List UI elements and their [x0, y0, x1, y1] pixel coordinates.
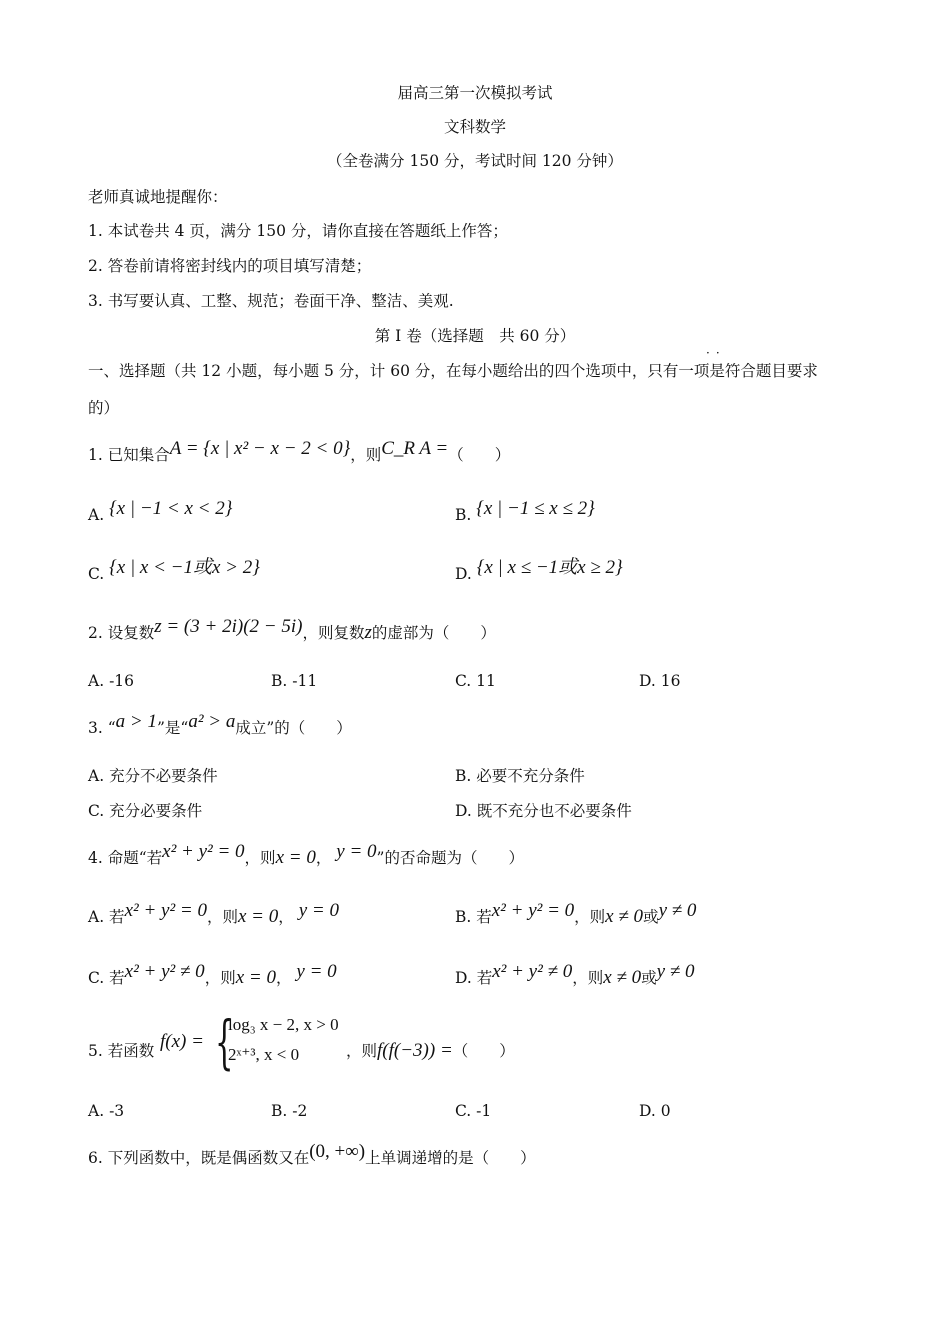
question-stem: ，则复数	[302, 624, 365, 642]
math-formula: y ≠ 0	[658, 900, 697, 921]
option-text: 或	[643, 908, 659, 926]
option-d	[455, 557, 623, 585]
section-instructions-cont: 的）	[88, 399, 120, 417]
section-title: 第 I 卷（选择题 共 60 分）	[374, 327, 576, 345]
math-formula: x = 0	[275, 847, 316, 868]
question-stem: ”的否命题为（ ）	[376, 849, 524, 867]
option-label: C.	[88, 802, 105, 820]
option-label: C.	[455, 1102, 472, 1120]
math-formula: {x | −1 ≤ x ≤ 2}	[476, 498, 595, 519]
question-stem: 5. 若函数	[88, 1042, 155, 1060]
math-formula: z	[364, 622, 372, 643]
question-stem: （ ）	[452, 1042, 515, 1060]
option-label: B.	[455, 767, 472, 785]
option-text: ，则	[204, 969, 236, 987]
option-label: D.	[455, 565, 472, 583]
option-label: D. 若	[455, 969, 493, 987]
option-text: ，	[275, 969, 292, 987]
question-stem: ，则	[346, 1042, 378, 1060]
math-formula: f(f(−3)) =	[377, 1040, 453, 1061]
option-text: ，则	[572, 969, 604, 987]
option-label: A.	[88, 767, 105, 785]
math-formula: C_R A =	[381, 438, 449, 459]
math-formula: x² + y² = 0	[162, 841, 245, 862]
math-formula: a > 1	[115, 711, 157, 732]
exam-subject: 文科数学	[443, 118, 506, 136]
question-stem: 上单调递增的是（ ）	[365, 1149, 536, 1167]
option-text: 11	[476, 672, 496, 690]
question-2	[88, 616, 496, 644]
math-formula: {x | −1 < x < 2}	[109, 498, 233, 519]
question-stem: ”是“	[156, 719, 189, 737]
exam-title: 届高三第一次模拟考试	[397, 84, 553, 102]
option-c	[455, 670, 496, 692]
option-label: B.	[271, 1102, 288, 1120]
option-text: 16	[660, 672, 681, 690]
math-formula: (0, +∞)	[309, 1141, 366, 1162]
option-c	[88, 961, 337, 989]
option-text: ，则	[574, 908, 606, 926]
math-formula: y ≠ 0	[656, 961, 695, 982]
question-stem: ，	[315, 849, 332, 867]
section-instructions: 一、选择题（共 12 小题，每小题 5 分，计 60 分，在每小题给出的四个选项中，只有一项是符合题目要求	[88, 362, 818, 380]
option-b	[455, 765, 585, 787]
question-5	[88, 1040, 154, 1062]
option-c	[88, 800, 202, 822]
option-text: ，	[278, 908, 294, 926]
reminder-heading: 老师真诚地提醒你：	[88, 188, 228, 206]
option-text: 充分不必要条件	[109, 767, 218, 785]
option-label: B. 若	[455, 908, 492, 926]
option-b	[455, 498, 595, 526]
question-stem: 4. 命题“若	[88, 849, 163, 867]
math-formula: y = 0	[336, 841, 377, 862]
option-d	[639, 1100, 671, 1122]
option-label: D.	[455, 802, 472, 820]
math-formula: y = 0	[296, 961, 337, 982]
option-d	[455, 800, 632, 822]
question-stem: 6. 下列函数中，既是偶函数又在	[88, 1149, 310, 1167]
option-text: 充分必要条件	[109, 802, 203, 820]
option-text: ，则	[206, 908, 238, 926]
math-formula: {x | x < −1或x > 2}	[109, 557, 260, 578]
reminder-item: 3. 书写要认真、工整、规范；卷面干净、整洁、美观.	[88, 292, 454, 310]
math-formula: x² + y² = 0	[491, 900, 575, 921]
option-label: A. 若	[88, 908, 125, 926]
option-label: B.	[271, 672, 288, 690]
option-label: D.	[639, 672, 656, 690]
option-label: C. 若	[88, 969, 125, 987]
option-text: -2	[292, 1102, 308, 1120]
option-text: -16	[109, 672, 135, 690]
option-text: 0	[660, 1102, 671, 1120]
exam-info: （全卷满分 150 分，考试时间 120 分钟）	[327, 152, 623, 170]
option-a	[88, 1100, 124, 1122]
math-formula: a² > a	[188, 711, 236, 732]
math-formula: x² + y² ≠ 0	[492, 961, 573, 982]
math-formula: 2ˣ⁺³, x < 0	[228, 1045, 300, 1064]
option-text: 或	[641, 969, 657, 987]
option-d	[455, 961, 695, 989]
reminder-item: 2. 答卷前请将密封线内的项目填写清楚；	[88, 257, 372, 275]
option-b	[271, 1100, 307, 1122]
question-3	[88, 711, 352, 739]
option-label: C.	[455, 672, 472, 690]
option-d	[639, 670, 680, 692]
option-text: -3	[109, 1102, 125, 1120]
option-label: B.	[455, 506, 472, 524]
option-c	[88, 557, 260, 585]
option-a	[88, 765, 218, 787]
question-4	[88, 841, 524, 869]
question-stem: 1. 已知集合	[88, 446, 170, 464]
option-text: 既不充分也不必要条件	[476, 802, 632, 820]
reminder-item: 1. 本试卷共 4 页，满分 150 分，请你直接在答题纸上作答；	[88, 222, 508, 240]
math-formula: x ≠ 0	[603, 967, 642, 988]
option-label: A.	[88, 672, 105, 690]
option-text: 必要不充分条件	[476, 767, 585, 785]
option-label: A.	[88, 506, 105, 524]
option-label: A.	[88, 1102, 105, 1120]
math-formula: A = {x | x² − x − 2 < 0}	[169, 438, 351, 459]
question-stem: 的虚部为（ ）	[371, 624, 496, 642]
option-b	[455, 900, 697, 928]
math-formula: f(x) =	[160, 1031, 204, 1052]
question-stem: （ ）	[448, 446, 511, 464]
math-formula: x = 0	[235, 967, 276, 988]
question-6	[88, 1141, 536, 1169]
question-stem: 2. 设复数	[88, 624, 155, 642]
math-formula: log₃ x − 2, x > 0	[228, 1015, 339, 1034]
emphasis-dots: ··	[706, 346, 726, 360]
option-a	[88, 498, 233, 526]
question-stem: 3. “	[88, 719, 116, 737]
option-label: C.	[88, 565, 105, 583]
math-formula: z = (3 + 2i)(2 − 5i)	[154, 616, 303, 637]
math-formula: x = 0	[237, 906, 279, 927]
question-stem: 成立”的（ ）	[235, 719, 352, 737]
brace-icon: {	[215, 1008, 234, 1076]
question-5-tail	[346, 1040, 515, 1062]
math-formula: {x | x ≤ −1或x ≥ 2}	[476, 557, 623, 578]
question-stem: ，则	[350, 446, 382, 464]
option-a	[88, 670, 134, 692]
question-stem: ，则	[244, 849, 276, 867]
option-text: -11	[292, 672, 318, 690]
math-formula: x ≠ 0	[605, 906, 644, 927]
option-c	[455, 1100, 491, 1122]
option-text: -1	[476, 1102, 492, 1120]
option-a	[88, 900, 339, 928]
math-formula: y = 0	[298, 900, 339, 921]
option-label: D.	[639, 1102, 656, 1120]
option-b	[271, 670, 317, 692]
math-formula: x² + y² = 0	[124, 900, 207, 921]
math-formula: x² + y² ≠ 0	[124, 961, 205, 982]
question-1	[88, 438, 511, 466]
